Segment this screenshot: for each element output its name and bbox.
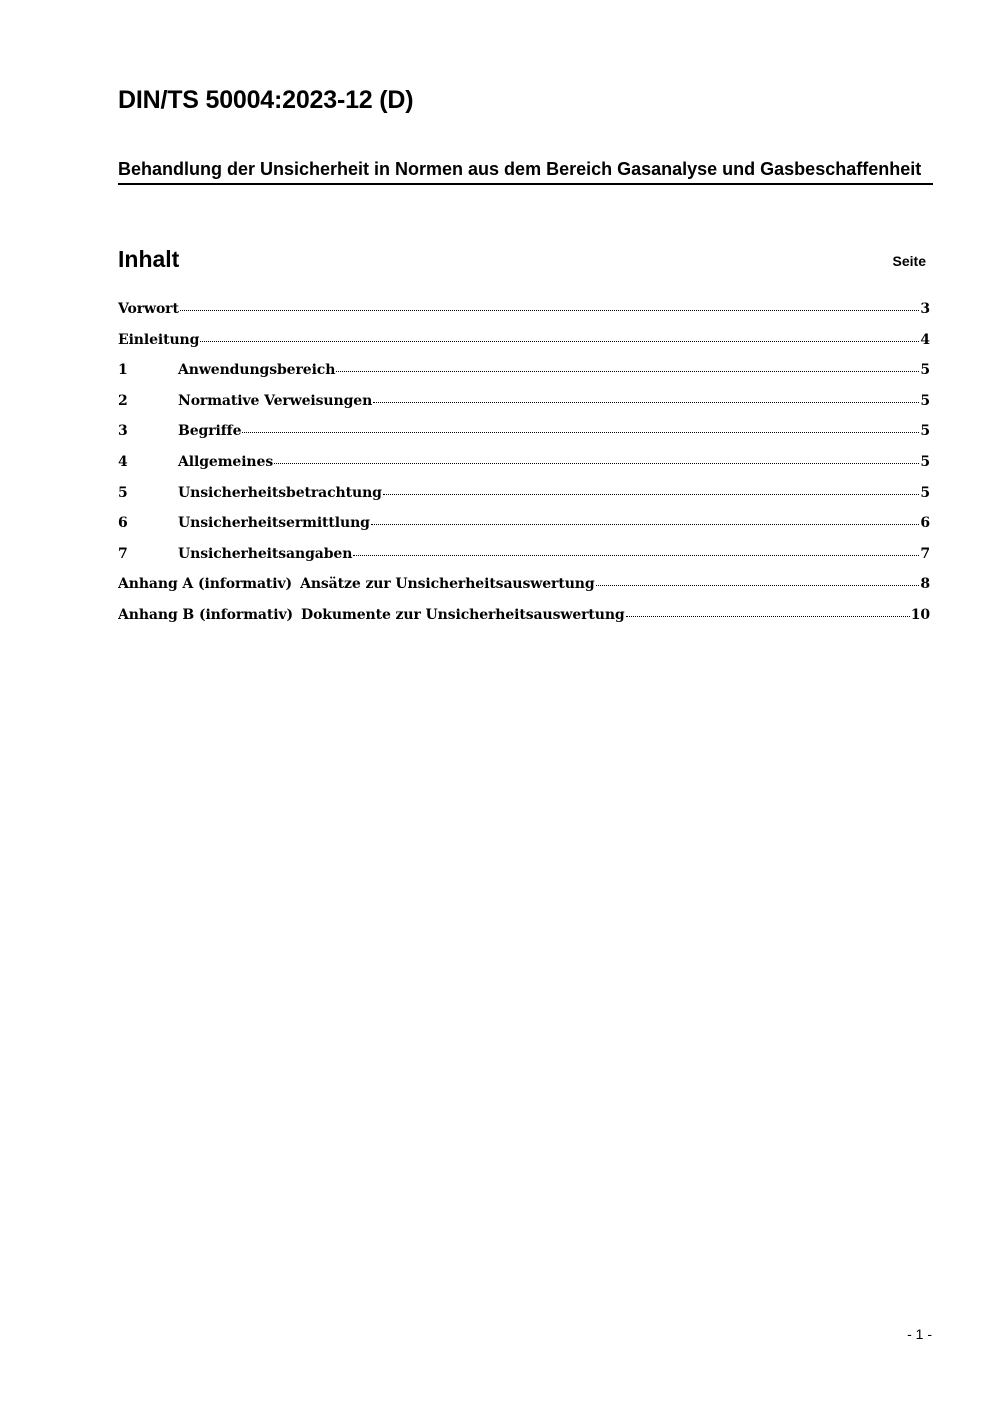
toc-entry-number: 1 xyxy=(118,362,128,379)
toc-entry-section-3[interactable] xyxy=(118,423,930,454)
toc-leader-dots xyxy=(371,523,920,525)
toc-leader-dots xyxy=(626,615,910,617)
toc-entry-section-7[interactable] xyxy=(118,546,930,577)
toc-entry-title: Dokumente zur Unsicherheitsauswertung xyxy=(301,606,625,623)
toc-entry-title: Unsicherheitsbetrachtung xyxy=(178,484,382,501)
toc-leader-dots xyxy=(353,554,919,556)
toc-entry-section-1[interactable] xyxy=(118,362,930,393)
toc-entry-page: 5 xyxy=(920,423,930,440)
toc-entry-title: Anwendungsbereich xyxy=(178,362,336,379)
document-title: Behandlung der Unsicherheit in Normen aus dem Bereich Gasanalyse und Gasbeschaffenheit xyxy=(118,158,933,185)
toc-entry-number: 6 xyxy=(118,515,128,532)
toc-entry-einleitung[interactable] xyxy=(118,332,930,363)
page-number: - 1 - xyxy=(907,1326,932,1342)
toc-leader-dots xyxy=(336,370,919,372)
toc-entry-number: 3 xyxy=(118,423,128,440)
toc-entry-number: 5 xyxy=(118,484,128,501)
toc-entry-annex-label: Anhang B (informativ) xyxy=(118,606,294,623)
toc-entry-page: 10 xyxy=(910,606,930,623)
toc-entry-title: Vorwort xyxy=(118,301,179,317)
toc-leader-dots xyxy=(596,584,920,586)
toc-entry-title: Begriffe xyxy=(178,423,242,440)
toc-entry-section-2[interactable] xyxy=(118,393,930,424)
toc-entry-title: Einleitung xyxy=(118,331,200,348)
toc-entry-vorwort[interactable] xyxy=(118,301,930,332)
toc-entry-title: Ansätze zur Unsicherheitsauswertung xyxy=(300,576,595,593)
toc-entry-annex-a[interactable] xyxy=(118,576,930,607)
toc-leader-dots xyxy=(200,340,919,342)
toc-leader-dots xyxy=(383,493,919,495)
toc-entry-page: 5 xyxy=(920,362,930,379)
toc-entry-number: 4 xyxy=(118,453,128,470)
toc-entry-number: 2 xyxy=(118,392,128,409)
toc-leader-dots xyxy=(242,431,919,433)
toc-heading: Inhalt xyxy=(118,246,180,272)
toc-entry-title: Unsicherheitsangaben xyxy=(178,545,353,562)
toc-entry-number: 7 xyxy=(118,545,128,562)
toc-entry-page: 3 xyxy=(920,301,930,317)
toc-leader-dots xyxy=(180,309,920,311)
toc-page-column-label: Seite xyxy=(892,253,926,269)
toc-entry-page: 4 xyxy=(920,331,930,348)
toc-entry-page: 7 xyxy=(920,545,930,562)
toc-entry-page: 5 xyxy=(920,453,930,470)
toc-entry-page: 8 xyxy=(920,576,930,593)
toc-entry-annex-b[interactable] xyxy=(118,607,930,638)
toc-entry-annex-label: Anhang A (informativ) xyxy=(118,576,293,593)
toc-entry-title: Allgemeines xyxy=(178,453,274,470)
toc-entry-section-6[interactable] xyxy=(118,515,930,546)
toc-entry-page: 6 xyxy=(920,515,930,532)
toc-entry-page: 5 xyxy=(920,484,930,501)
toc-entry-page: 5 xyxy=(920,392,930,409)
toc-entry-section-4[interactable] xyxy=(118,454,930,485)
toc-entry-title: Normative Verweisungen xyxy=(178,392,373,409)
toc-leader-dots xyxy=(274,462,919,464)
document-id: DIN/TS 50004:2023-12 (D) xyxy=(118,86,414,114)
table-of-contents xyxy=(118,301,930,638)
toc-entry-title: Unsicherheitsermittlung xyxy=(178,515,370,532)
toc-entry-section-5[interactable] xyxy=(118,485,930,516)
toc-leader-dots xyxy=(373,401,919,403)
